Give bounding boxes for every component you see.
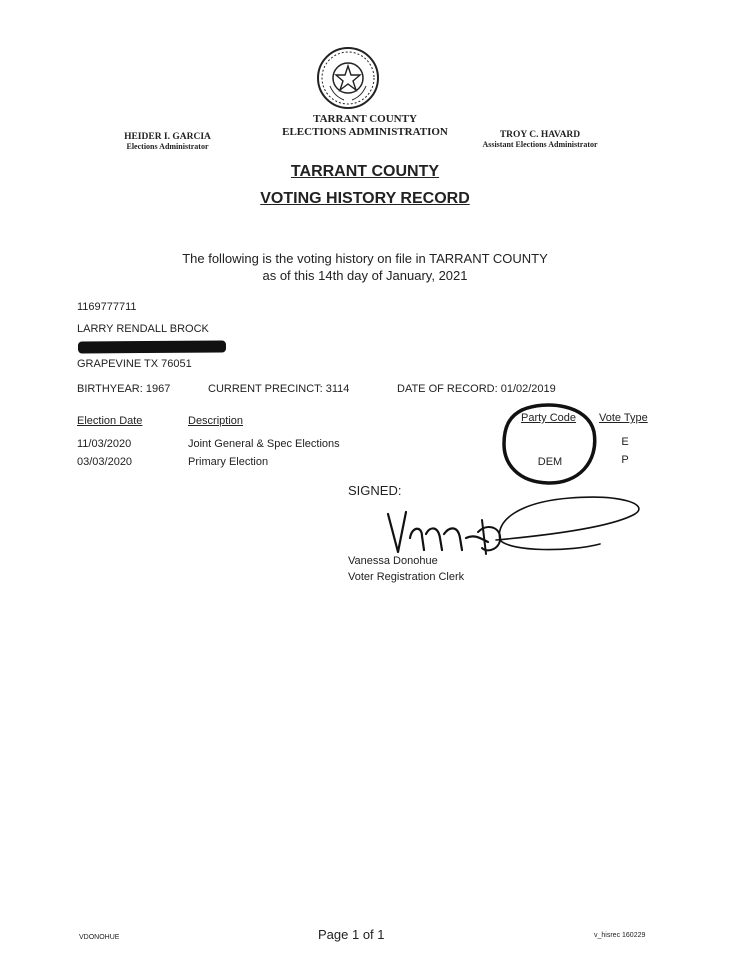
birthyear-value: 1967 bbox=[145, 383, 171, 395]
voter-id: 1169777711 bbox=[77, 301, 137, 313]
row-description: Primary Election bbox=[188, 456, 269, 468]
precinct-label: CURRENT PRECINCT: bbox=[208, 383, 323, 395]
row-election-date: 03/03/2020 bbox=[77, 456, 133, 468]
row-description: Joint General & Spec Elections bbox=[188, 438, 340, 450]
seal-emblem-icon bbox=[316, 46, 380, 110]
footer-user: VDONOHUE bbox=[79, 934, 120, 941]
footer-report-code: v_hisrec 160229 bbox=[594, 932, 646, 939]
right-official-name: TROY C. HAVARD bbox=[499, 130, 581, 140]
precinct-field bbox=[208, 383, 349, 395]
header-election-date: Election Date bbox=[77, 415, 143, 427]
redaction-bar bbox=[78, 340, 226, 353]
right-official-title: Assistant Elections Administrator bbox=[482, 140, 598, 149]
row-vote-type: P bbox=[621, 454, 629, 466]
row-party-code: DEM bbox=[537, 456, 563, 468]
left-official bbox=[95, 132, 240, 152]
intro-line-1: The following is the voting history on file in TARRANT COUNTY bbox=[182, 251, 548, 266]
signed-label: SIGNED: bbox=[348, 483, 402, 498]
org-line-1: TARRANT COUNTY bbox=[313, 113, 417, 125]
voter-city: GRAPEVINE TX 76051 bbox=[77, 358, 192, 370]
record-date-value: 01/02/2019 bbox=[500, 383, 556, 395]
precinct-value: 3114 bbox=[325, 383, 350, 395]
header-description: Description bbox=[188, 415, 244, 427]
intro-line-2: as of this 14th day of January, 2021 bbox=[262, 268, 468, 283]
org-line-2: ELECTIONS ADMINISTRATION bbox=[282, 126, 448, 138]
county-seal bbox=[316, 46, 380, 110]
row-vote-type: E bbox=[621, 436, 629, 448]
org-header bbox=[250, 113, 480, 139]
row-election-date: 11/03/2020 bbox=[77, 438, 132, 450]
record-date-field bbox=[397, 383, 556, 395]
title-line-1: TARRANT COUNTY bbox=[290, 163, 440, 180]
header-vote-type: Vote Type bbox=[599, 412, 648, 424]
header-party-code: Party Code bbox=[521, 412, 577, 424]
page-number: Page 1 of 1 bbox=[318, 927, 385, 942]
right-official bbox=[455, 130, 625, 150]
birthyear-label: BIRTHYEAR: bbox=[77, 383, 143, 395]
signer-title: Voter Registration Clerk bbox=[348, 571, 465, 583]
voter-name: LARRY RENDALL BROCK bbox=[77, 323, 209, 335]
record-date-label: DATE OF RECORD: bbox=[397, 383, 498, 395]
left-official-title: Elections Administrator bbox=[126, 142, 209, 151]
left-official-name: HEIDER I. GARCIA bbox=[124, 132, 211, 142]
signer-name: Vanessa Donohue bbox=[348, 555, 438, 567]
birthyear-field bbox=[77, 383, 170, 395]
party-code-circle-annotation bbox=[500, 402, 600, 488]
title-line-2: VOTING HISTORY RECORD bbox=[260, 190, 470, 207]
